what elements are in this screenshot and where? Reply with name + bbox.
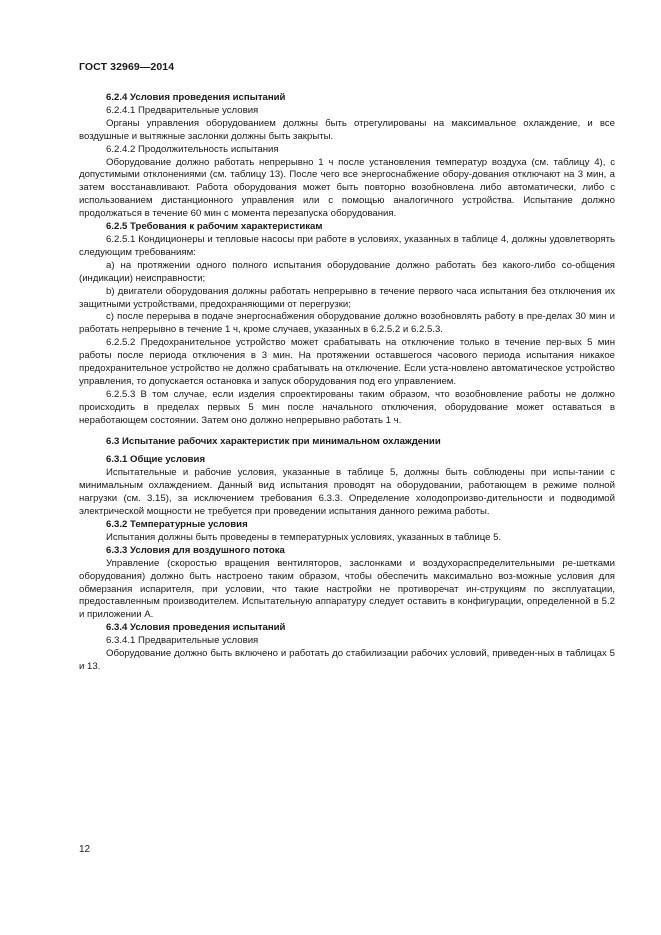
section-heading: 6.2.4 Условия проведения испытаний [106,92,286,103]
list-item: b) двигатели оборудования должны работать непрерывно в течение первого часа испытания без отключения их защитными устройствами, предохраняющими от перегрузки; [79,285,615,310]
body-paragraph: 6.2.5.1 Кондиционеры и тепловые насосы при работе в условиях, указанных в таблице 4, должны удовлетворять следующим требованиям: [79,233,615,258]
body-paragraph: 6.2.5.2 Предохранительное устройство может срабатывать на отключение только в течение пер-вых 5 мин работы после периода отключения в 3 мин. На протяжении оставшегося часового периода испытания никакое предохранительное устройство не должно срабатывать на отключение. Если уста-новлено автоматическое устройство управления, то допускается остановка и запуск оборудования под его управлением. [79,337,615,387]
section-heading: 6.3.3 Условия для воздушного потока [106,544,285,556]
subsection-title: 6.3.4.1 Предварительные условия [106,635,259,647]
body-paragraph: Испытательные и рабочие условия, указанные в таблице 5, должны быть соблюдены при испы-тании с минимальным охлаждением. Данный вид испытания проводят на оборудовании, работающем в режиме полной нагрузки (см. 3.15), за исключением требования 6.3.3. Определение холодопроизво-дительности и подводимой электрической мощности не требуется при проведении испытания данного режима работы. [79,467,615,518]
section-heading: 6.3 Испытание рабочих характеристик при минимальном охлаждении [106,435,441,447]
body-paragraph: Испытания должны быть проведены в температурных условиях, указанных в таблице 5. [106,531,502,543]
section-heading: 6.3.4 Условия проведения испытаний [106,622,286,634]
list-item: c) после перерыва в подаче энергоснабжения оборудование должно возобновлять работу в пре-делах 30 мин и работать непрерывно в течение 1 ч, кроме случаев, указанных в 6.2.5.2 и 6.2.5.3. [79,311,615,336]
subsection-title: 6.2.4.2 Продолжительность испытания [106,143,279,155]
body-paragraph: Управление (скоростью вращения вентиляторов, заслонками и воздухораспределительными ре-шетками оборудования) должно быть настроено таким образом, чтобы обеспечить максимально воз-можные условия для обмерзания испарителя, при условии, что такие настройки не противоречат ин-струкциям по эксплуатации, предоставленным производителем. Испытательную аппаратуру следует оставить в конфигурации, определенной в 5.2 и приложении А. [79,557,615,621]
subsection-title: 6.2.4.1 Предварительные условия [106,104,259,116]
list-item: a) на протяжении одного полного испытания оборудование должно работать без какого-либо со-общения (индикации) неисправности; [79,259,615,284]
section-heading: 6.3.2 Температурные условия [106,519,248,530]
body-paragraph: Оборудование должно работать непрерывно 1 ч после установления температур воздуха (см. таблицу 4), с допустимыми отклонениями (см. таблицу 13). После чего все энергоснабжение обору-дования отключают на 3 мин, а затем восстанавливают. Работа оборудования может быть повторно возобновлена либо автоматически, либо с использованием дистанционного управления или с помощью аналогичного устройства. Испытание должно продолжаться в течение 60 мин с момента перезапуска оборудования. [79,156,615,220]
section-heading: 6.3.1 Общие условия [106,454,206,466]
body-paragraph: Органы управления оборудованием должны быть отрегулированы на максимальное охлаждение, и все воздушные и вытяжные заслонки должны быть закрыты. [79,117,615,142]
section-heading: 6.2.5 Требования к рабочим характеристикам [106,221,323,233]
document-header: ГОСТ 32969—2014 [79,61,175,73]
body-paragraph: Оборудование должно быть включено и работать до стабилизации рабочих условий, приведен-ных в таблицах 5 и 13. [79,648,615,672]
body-paragraph: 6.2.5.3 В том случае, если изделия спроектированы таким образом, что возобновление работы не должно происходить в пределах первых 5 мин после начального отключения, оборудование может оставаться в неработающем состоянии. Затем оно должно непрерывно работать 1 ч. [79,388,615,426]
page-number: 12 [79,844,91,855]
document-body [79,92,615,674]
